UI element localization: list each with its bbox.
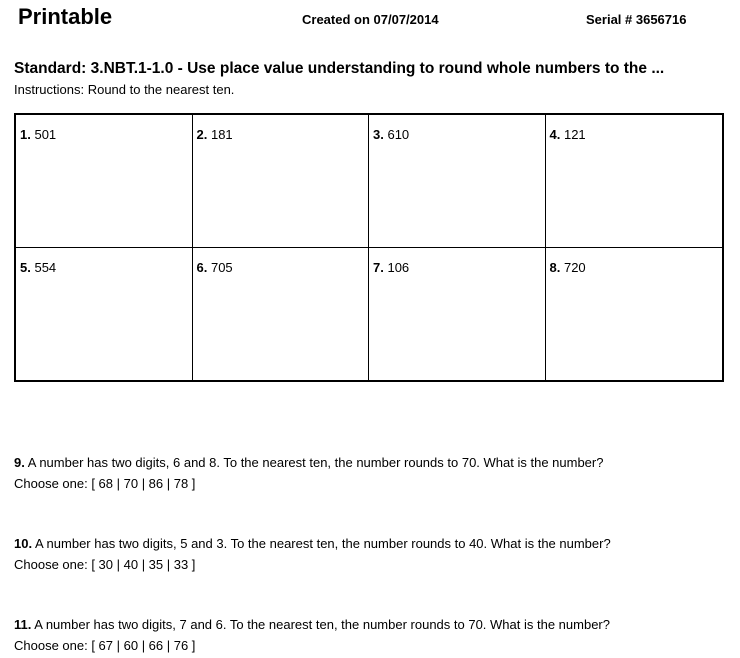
- instructions: Instructions: Round to the nearest ten.: [14, 82, 235, 97]
- standard-heading: Standard: 3.NBT.1-1.0 - Use place value understanding to round whole numbers to the ...: [14, 60, 665, 77]
- problem-cell: [193, 248, 370, 381]
- answer-choices: Choose one: [ 67 | 60 | 66 | 76 ]: [14, 638, 196, 653]
- problem-number: 8.: [549, 259, 561, 275]
- question-text: A number has two digits, 7 and 6. To the nearest ten, the number rounds to 70. What is the number?: [34, 617, 610, 632]
- problem-number: 1.: [20, 127, 31, 142]
- problem-value: 181: [210, 127, 233, 142]
- question-number: 10.: [14, 536, 33, 551]
- question-text: A number has two digits, 5 and 3. To the nearest ten, the number rounds to 40. What is the number?: [34, 536, 611, 551]
- problem-value: 501: [34, 127, 57, 142]
- problem-value: 121: [563, 127, 586, 142]
- problem-number: 2.: [196, 127, 208, 142]
- problem-cell: [369, 115, 546, 248]
- question-number: 9.: [14, 455, 25, 470]
- problem-number: 3.: [373, 127, 384, 142]
- problem-value: 705: [210, 259, 233, 275]
- problem-value: 610: [387, 127, 410, 142]
- problem-number: 6.: [196, 259, 208, 275]
- answer-choices: Choose one: [ 30 | 40 | 35 | 33 ]: [14, 557, 196, 572]
- page-title: Printable: [18, 4, 113, 29]
- question-text: A number has two digits, 6 and 8. To the nearest ten, the number rounds to 70. What is the number?: [27, 455, 604, 470]
- problem-cell: [16, 248, 193, 381]
- problem-value: 720: [563, 259, 586, 275]
- problem-number: 7.: [373, 259, 384, 275]
- problem-value: 554: [34, 259, 57, 275]
- word-problem: [14, 533, 611, 575]
- page-header: [0, 0, 740, 40]
- serial-number: Serial # 3656716: [586, 12, 687, 27]
- problem-cell: [546, 115, 723, 248]
- word-problem: [14, 614, 610, 656]
- problem-cell: [193, 115, 370, 248]
- problem-cell: [546, 248, 723, 381]
- problem-cell: [16, 115, 193, 248]
- question-number: 11.: [14, 617, 32, 632]
- question-line: [14, 614, 610, 635]
- question-line: [14, 533, 611, 554]
- problem-number: 4.: [549, 127, 561, 142]
- word-problem: [14, 452, 603, 494]
- problem-value: 106: [387, 259, 410, 275]
- answer-choices: Choose one: [ 68 | 70 | 86 | 78 ]: [14, 476, 196, 491]
- problem-number: 5.: [20, 259, 31, 275]
- problem-grid: [14, 113, 724, 382]
- created-date: Created on 07/07/2014: [302, 12, 439, 27]
- problem-cell: [369, 248, 546, 381]
- question-line: [14, 452, 603, 473]
